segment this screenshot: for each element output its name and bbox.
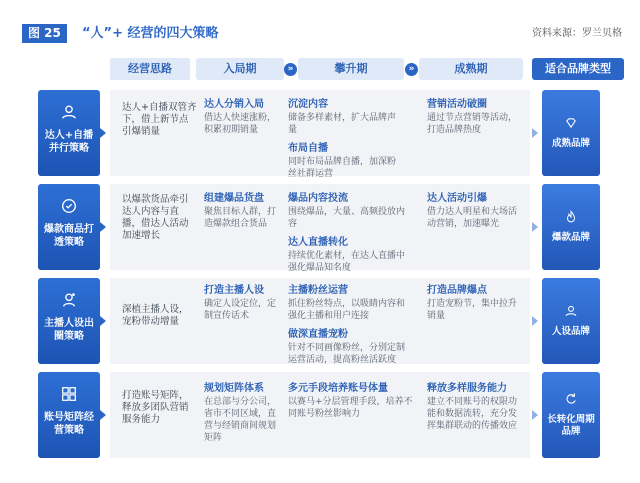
phase-desc: 储备多样素材，扩大品牌声量 xyxy=(288,113,397,135)
person-icon xyxy=(564,304,578,318)
column-header-phase1: 入局期 xyxy=(196,58,284,80)
strategy-name: 账号矩阵经营策略 xyxy=(44,412,94,436)
fit-label: 人设品牌 xyxy=(551,326,590,337)
phase-desc: 建立不同账号的权限功能和数据流转，充分发挥集群联动的传播效应 xyxy=(427,397,518,431)
fit-card xyxy=(542,372,600,458)
flame-icon xyxy=(564,210,578,224)
arrow-right-icon xyxy=(100,222,106,232)
column-header-phase3: 成熟期 xyxy=(419,58,523,80)
column-header-thinking: 经营思路 xyxy=(110,58,190,80)
fit-card xyxy=(542,278,600,364)
strategy-thinking: 达人+自播双管齐下，借上新节点引爆销量 xyxy=(122,102,197,137)
phase1-cell xyxy=(204,284,284,322)
phase-title-2: 布局自播 xyxy=(288,143,328,154)
phase-desc-2: 同时布局品牌自播，加深粉丝社群运营 xyxy=(288,157,397,179)
phase-desc-2: 持续优化素材，在达人直播中强化爆品知名度 xyxy=(288,251,406,273)
matrix-icon xyxy=(60,385,78,403)
fit-label: 成熟品牌 xyxy=(551,138,590,149)
phase-desc-2: 针对不同画像粉丝，分别定制运营活动，提高粉丝活跃度 xyxy=(288,343,406,365)
phase2-cell xyxy=(288,98,398,180)
phase-title: 释放多样服务能力 xyxy=(427,383,507,394)
arrow-right-icon xyxy=(532,410,538,420)
phase2-cell xyxy=(288,284,413,366)
phase1-cell xyxy=(204,192,284,230)
strategy-name: 主播人设出圈策略 xyxy=(44,318,94,342)
figure-source: 资料来源：罗兰贝格 xyxy=(532,28,622,39)
phase-title: 达人分销入局 xyxy=(204,99,264,110)
arrow-right-icon xyxy=(100,316,106,326)
strategy-thinking: 以爆款货品牵引达人内容与直播，借达人活动加速增长 xyxy=(122,194,189,241)
strategy-thinking: 深植主播人设，宠粉带动增量 xyxy=(122,304,189,327)
phase2-cell xyxy=(288,192,413,274)
phase-desc: 确定人设定位，定制宣传话术 xyxy=(204,299,277,321)
diamond-icon xyxy=(564,116,578,130)
column-header-fit: 适合品牌类型 xyxy=(532,58,624,80)
phase-title: 打造品牌爆点 xyxy=(427,285,487,296)
fit-label: 长转化周期品牌 xyxy=(547,414,595,437)
phase1-cell xyxy=(204,382,284,444)
fit-card xyxy=(542,184,600,270)
strategy-card xyxy=(38,184,100,270)
strategy-card xyxy=(38,372,100,458)
fit-card xyxy=(542,90,600,176)
chevron-right-icon: » xyxy=(284,63,297,76)
phase-title-2: 做深直播宠粉 xyxy=(288,329,348,340)
phase2-cell xyxy=(288,382,413,420)
phase1-cell xyxy=(204,98,284,136)
phase-desc: 打造宠粉节，集中拉升销量 xyxy=(427,299,518,321)
person-icon xyxy=(60,103,78,121)
phase-desc: 通过节点营销等活动，打造品牌热度 xyxy=(427,113,518,135)
strategy-thinking: 打造账号矩阵，释放多团队营销服务能力 xyxy=(122,390,189,425)
anchor-person-icon xyxy=(60,291,78,309)
phase-title: 组建爆品货盘 xyxy=(204,193,264,204)
phase-title: 主播粉丝运营 xyxy=(288,285,348,296)
arrow-right-icon xyxy=(532,222,538,232)
figure-title: “人”+ 经营的四大策略 xyxy=(82,26,219,41)
column-header-phase2: 攀升期 xyxy=(298,58,404,80)
phase-desc: 借力达人明星和大场活动营销，加速曝光 xyxy=(427,207,518,229)
phase-desc: 围绕爆品，大量、高频投放内容 xyxy=(288,207,406,229)
cycle-icon xyxy=(564,392,578,406)
phase-title: 多元手段培养账号体量 xyxy=(288,383,388,394)
strategy-card xyxy=(38,278,100,364)
strategy-card xyxy=(38,90,100,176)
figure-number-tag: 图 25 xyxy=(22,24,67,43)
phase-desc: 聚焦目标人群，打造爆款组合货品 xyxy=(204,207,277,229)
phase3-cell xyxy=(427,284,525,322)
product-icon xyxy=(60,197,78,215)
phase-title-2: 达人直播转化 xyxy=(288,237,348,248)
strategy-name: 达人+自播并行策略 xyxy=(44,130,94,154)
arrow-right-icon xyxy=(532,316,538,326)
phase3-cell xyxy=(427,192,525,230)
phase-title: 营销活动破圈 xyxy=(427,99,487,110)
phase-title: 沉淀内容 xyxy=(288,99,328,110)
phase-desc: 借达人快速涨粉，积累初期销量 xyxy=(204,113,277,135)
strategy-name: 爆款商品打透策略 xyxy=(44,224,94,248)
arrow-right-icon xyxy=(100,128,106,138)
phase-title: 爆品内容投流 xyxy=(288,193,348,204)
phase-title: 打造主播人设 xyxy=(204,285,264,296)
phase-desc: 抓住粉丝特点，以吸睛内容和强化主播和用户连接 xyxy=(288,299,406,321)
phase3-cell xyxy=(427,382,525,432)
fit-label: 爆款品牌 xyxy=(551,232,590,243)
phase-title: 规划矩阵体系 xyxy=(204,383,264,394)
arrow-right-icon xyxy=(532,128,538,138)
chevron-right-icon: » xyxy=(405,63,418,76)
phase-title: 达人活动引爆 xyxy=(427,193,487,204)
figure-header xyxy=(22,24,622,44)
phase-desc: 以赛马+分层管理手段，培养不同账号粉丝影响力 xyxy=(288,397,413,419)
phase-desc: 在总部与分公司，省市不同区域，直营与经销商间规划矩阵 xyxy=(204,397,277,443)
arrow-right-icon xyxy=(100,410,106,420)
phase3-cell xyxy=(427,98,523,136)
